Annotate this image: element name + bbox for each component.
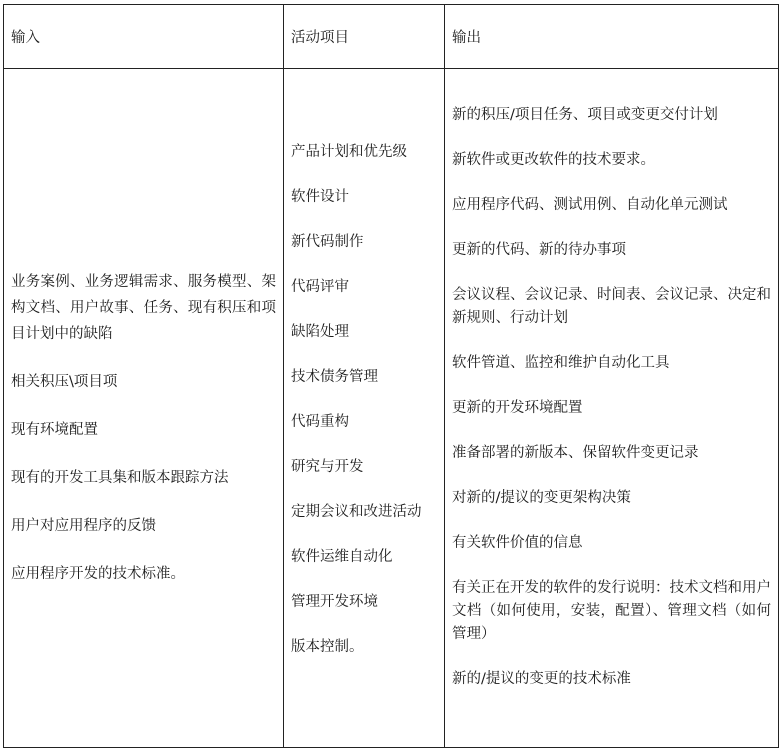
activity-table (3, 4, 779, 748)
output-item: 新软件或更改软件的技术要求。 (452, 151, 655, 168)
input-item: 相关积压\项目项 (11, 374, 118, 390)
activity-item: 版本控制。 (291, 639, 364, 655)
activity-item: 技术债务管理 (291, 369, 378, 385)
output-item: 准备部署的新版本、保留软件变更记录 (452, 444, 699, 461)
activity-item: 代码重构 (291, 414, 349, 430)
inputs-cell (4, 69, 284, 748)
activity-item: 管理开发环境 (291, 594, 378, 610)
activity-item: 产品计划和优先级 (291, 144, 407, 160)
input-item: 现有环境配置 (11, 422, 98, 438)
output-item: 新的积压/项目任务、项目或变更交付计划 (452, 106, 718, 123)
input-item: 现有的开发工具集和版本跟踪方法 (11, 470, 229, 486)
activity-item: 软件设计 (291, 189, 349, 205)
header-activities: 活动项目 (284, 5, 445, 69)
output-item: 有关软件价值的信息 (452, 534, 583, 551)
header-inputs: 输入 (4, 5, 284, 69)
activities-cell (284, 69, 445, 748)
input-item: 用户对应用程序的反馈 (11, 518, 156, 534)
activity-item: 定期会议和改进活动 (291, 504, 422, 520)
output-item: 新的/提议的变更的技术标准 (452, 670, 631, 687)
output-item: 应用程序代码、测试用例、自动化单元测试 (452, 196, 728, 213)
input-item: 应用程序开发的技术标准。 (11, 566, 185, 582)
header-row (4, 5, 779, 69)
activity-item: 研究与开发 (291, 459, 364, 475)
activity-item: 软件运维自动化 (291, 549, 393, 565)
output-item: 软件管道、监控和维护自动化工具 (452, 354, 670, 371)
output-item: 更新的代码、新的待办事项 (452, 241, 626, 258)
activity-item: 代码评审 (291, 279, 349, 295)
output-item: 有关正在开发的软件的发行说明：技术文档和用户文档（如何使用，安装，配置）、管理文档（如何管理） (452, 579, 771, 642)
input-item: 业务案例、业务逻辑需求、服务模型、架构文档、用户故事、任务、现有积压和项目计划中的缺陷 (11, 274, 276, 342)
output-item: 会议议程、会议记录、时间表、会议记录、决定和新规则、行动计划 (452, 286, 771, 326)
output-item: 更新的开发环境配置 (452, 399, 583, 416)
activity-item: 缺陷处理 (291, 324, 349, 340)
body-row (4, 69, 779, 748)
output-item: 对新的/提议的变更架构决策 (452, 489, 631, 506)
header-outputs: 输出 (445, 5, 779, 69)
outputs-cell (445, 69, 779, 748)
activity-item: 新代码制作 (291, 234, 364, 250)
